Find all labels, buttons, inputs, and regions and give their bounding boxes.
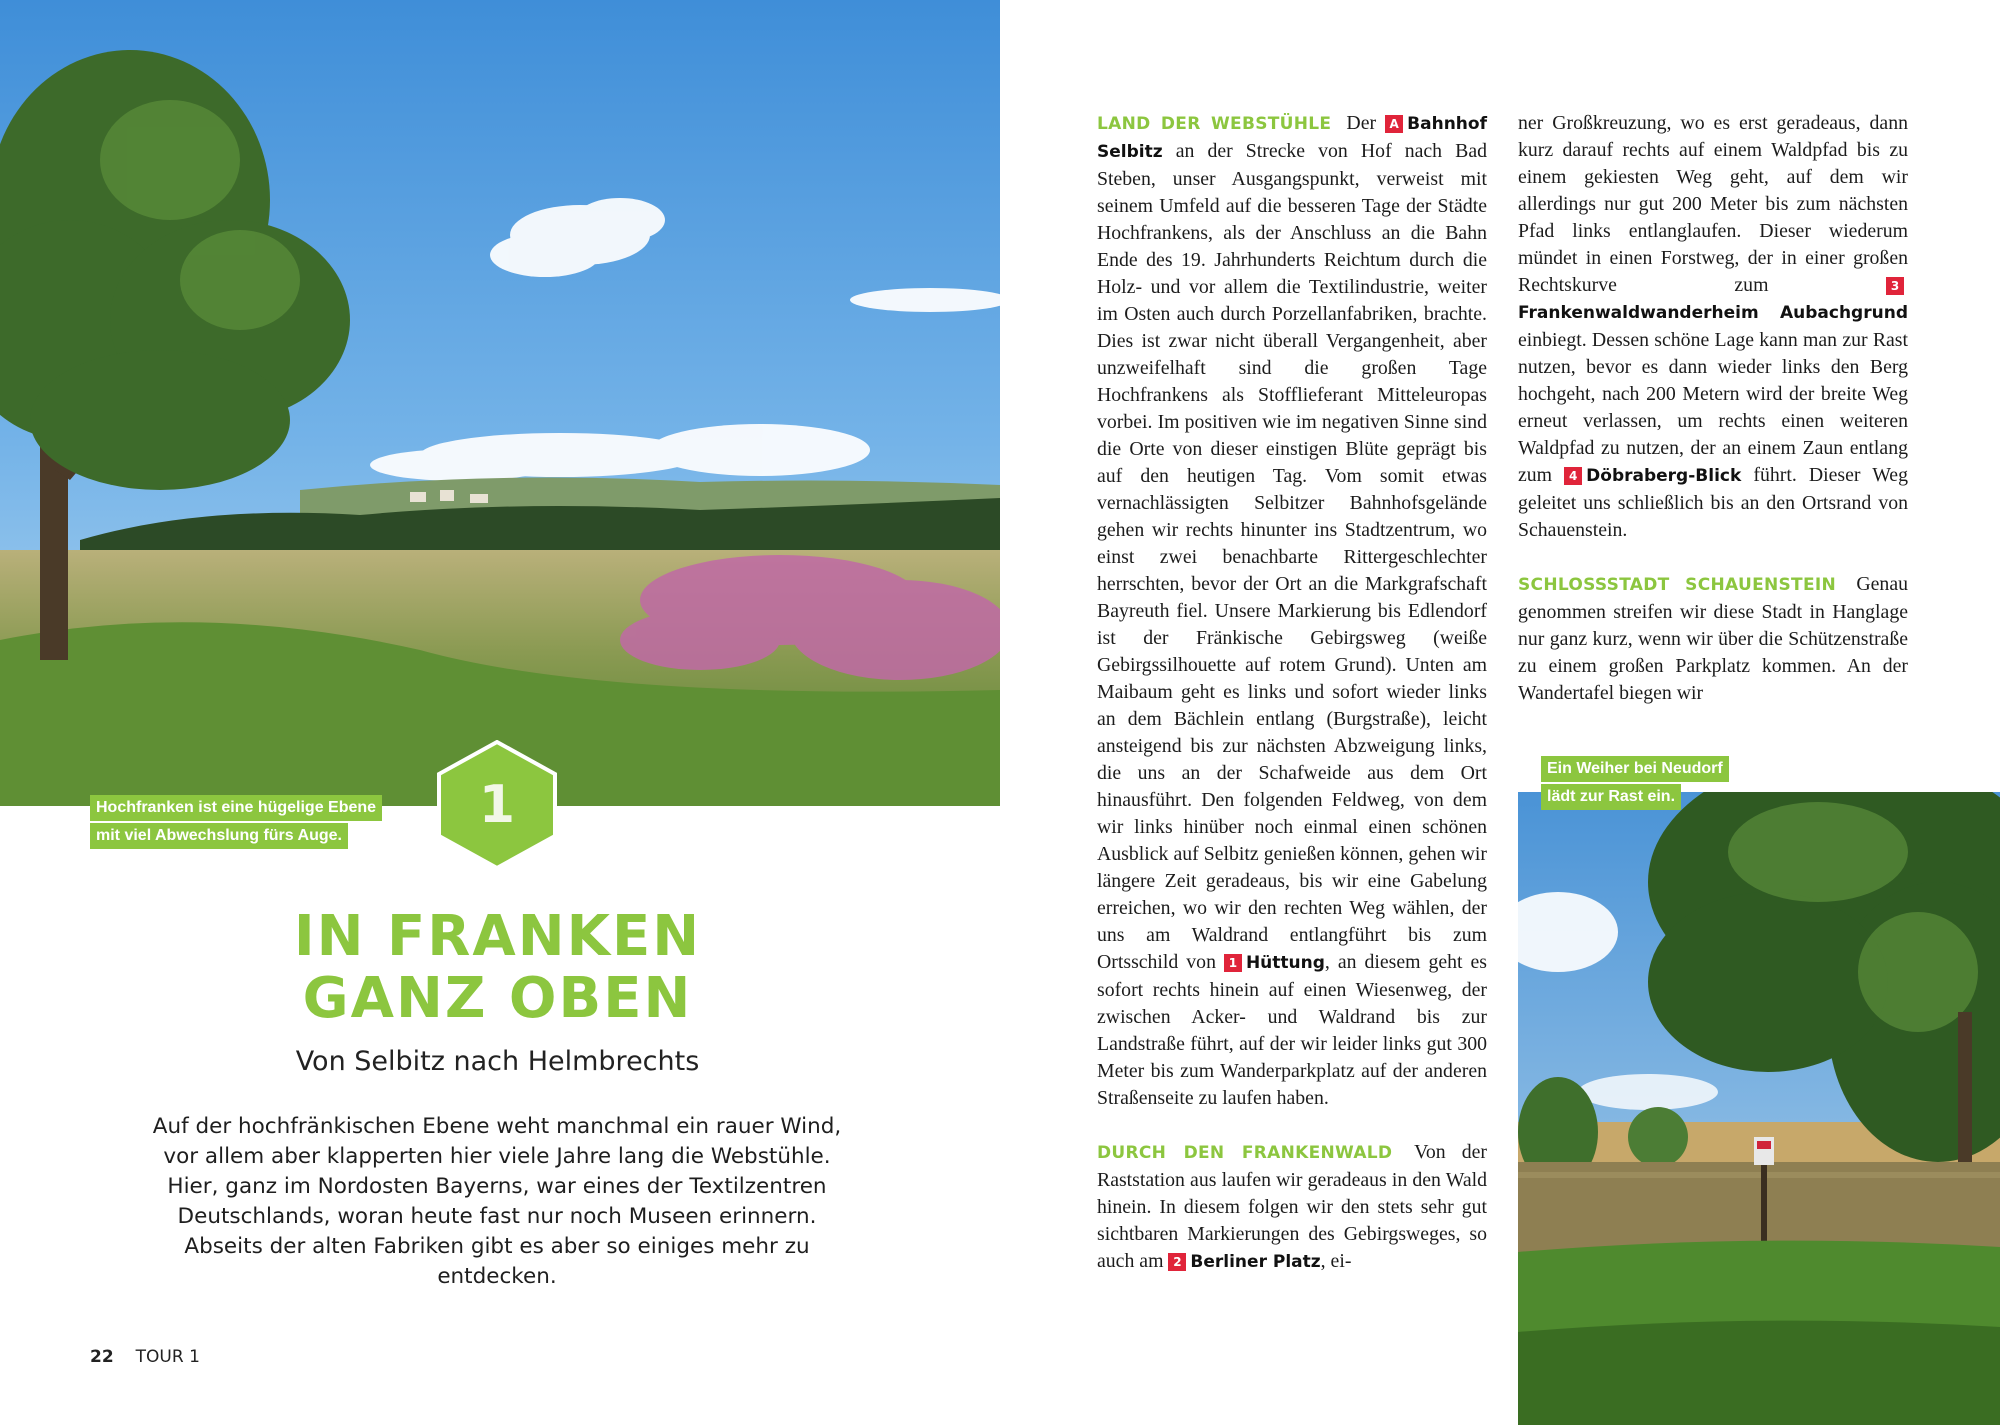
tour-title xyxy=(150,906,845,1030)
body-text: führt. Dieser Weg geleitet uns schließlich bis an den Ortsrand von Schauenstein. xyxy=(1518,464,1908,541)
tour-title-line-2: GANZ OBEN xyxy=(302,966,693,1031)
poi-doebraberg-blick: Döbraberg-Blick xyxy=(1586,466,1742,486)
tour-title-line-1: IN FRANKEN xyxy=(293,904,702,969)
body-text: , an diesem geht es sofort rechts hinein auf einen Wiesenweg, der zwischen Acker- und Waldrand bis zur Landstraße führt, auf der wir leider links gut 300 Meter bis zum Wanderparkplatz auf der anderen Straßenseite zu laufen haben. xyxy=(1097,951,1487,1109)
poi-bahnhof-selbitz: Bahnhof Selbitz xyxy=(1097,114,1487,162)
section-heading: SCHLOSSSTADT SCHAUENSTEIN xyxy=(1518,575,1837,595)
poi-marker-1: 1 xyxy=(1224,954,1242,972)
page-footer xyxy=(90,1347,200,1367)
pond-photo-caption xyxy=(1541,756,1729,812)
page-number: 22 xyxy=(90,1347,114,1367)
body-text: Genau genommen streifen wir diese Stadt in Hanglage nur ganz kurz, wenn wir über die Schützenstraße zu einem großen Parkplatz kommen. An der Wandertafel biegen wir xyxy=(1518,573,1908,704)
landscape-photo xyxy=(0,0,1000,806)
pond-caption-line-1: Ein Weiher bei Neudorf xyxy=(1541,756,1729,782)
poi-frankenwaldwanderheim: Frankenwaldwanderheim Aubachgrund xyxy=(1518,303,1908,323)
paragraph-continuation xyxy=(1518,110,1908,544)
body-text: ner Großkreuzung, wo es erst geradeaus, dann kurz darauf rechts auf einem Waldpfad bis zu einem gekiesten Weg geht, auf dem wir allerdings nur gut 200 Meter bis zum nächsten Pfad links entlanglaufen. Dieser wiederum mündet in einen Forstweg, der in einer großen Rechtskurve zum xyxy=(1518,112,1908,296)
text-column-2 xyxy=(1518,110,1908,707)
pond-photo xyxy=(1518,792,2000,1425)
section-heading: DURCH DEN FRANKENWALD xyxy=(1097,1143,1393,1163)
photo-caption-line-1: Hochfranken ist eine hügelige Ebene xyxy=(90,795,382,821)
photo-caption-line-2: mit viel Abwechslung fürs Auge. xyxy=(90,823,348,849)
tour-number: 1 xyxy=(478,775,516,835)
pond-photo-illustration xyxy=(1518,792,2000,1425)
body-text: einbiegt. Dessen schöne Lage kann man zur Rast nutzen, bevor es dann wieder links den Berg hochgeht, nach 200 Metern wird der breite Weg erneut verlassen, um rechts einen weiteren Waldpfad zu nutzen, der an einem Zaun entlang zum xyxy=(1518,329,1908,486)
body-text: , ei- xyxy=(1320,1250,1352,1272)
poi-huettung: Hüttung xyxy=(1245,953,1325,973)
paragraph-schlossstadt-schauenstein xyxy=(1518,571,1908,707)
section-heading: LAND DER WEBSTÜHLE xyxy=(1097,114,1332,134)
poi-marker-a: A xyxy=(1385,115,1403,133)
body-text: Von der Raststation aus laufen wir geradeaus in den Wald hinein. In diesem folgen wir den stets sehr gut sichtbaren Markierungen des Gebirgsweges, so auch am xyxy=(1097,1141,1487,1272)
tour-subtitle: Von Selbitz nach Helmbrechts xyxy=(295,1046,700,1077)
running-head: TOUR 1 xyxy=(135,1347,200,1367)
paragraph-durch-den-frankenwald xyxy=(1097,1139,1487,1276)
landscape-photo-illustration xyxy=(0,0,1000,806)
poi-marker-3: 3 xyxy=(1886,277,1904,295)
poi-marker-2: 2 xyxy=(1168,1253,1186,1271)
tour-number-badge xyxy=(435,740,559,870)
pond-caption-line-2: lädt zur Rast ein. xyxy=(1541,784,1681,810)
poi-berliner-platz: Berliner Platz xyxy=(1190,1252,1321,1272)
poi-marker-4: 4 xyxy=(1564,467,1582,485)
body-text: Der xyxy=(1346,112,1377,134)
paragraph-land-der-webstuehle xyxy=(1097,110,1487,1112)
body-text: an der Strecke von Hof nach Bad Steben, unser Ausgangspunkt, verweist mit seinem Umfeld auf die besseren Tage der Städte Hochfrankens, als der Anschluss an die Bahn Ende des 19. Jahrhunderts Reichtum durch die Holz- und vor allem die Textilindustrie, weiter im Osten auch durch Porzellanfabriken, brachte. Dies ist zwar nicht überall Vergangenheit, aber unzweifelhaft sind die großen Tage Hochfrankens als Stofflieferant Mitteleuropas vorbei. Im positiven wie im negativen Sinne sind die Orte von dieser einstigen Blüte geprägt bis auf den heutigen Tag. Vom somit etwas vernachlässigten Selbitzer Bahnhofsgelände gehen wir rechts hinunter ins Stadtzentrum, wo einst zwei benachbarte Rittergeschlechter herrschten, bevor der Ort an die Markgrafschaft Bayreuth fiel. Unsere Markierung bis Edlendorf ist der Fränkische Gebirgsweg (weiße Gebirgssilhouette auf rotem Grund). Unten am Maibaum geht es links und sofort wieder links an dem Bächlein entlang (Burgstraße), leicht ansteigend bis zur nächsten Abzweigung links, die uns an der Schafweide aus dem Ort hinausführt. Den folgenden Feldweg, von dem wir links hinüber noch einmal einen schönen Ausblick auf Selbitz genießen können, gehen wir längere Zeit geradeaus, bis wir eine Gabelung erreichen, wo wir den rechten Weg wählen, der uns am Waldrand entlangführt bis zum Ortsschild von xyxy=(1097,140,1487,973)
text-column-1 xyxy=(1097,110,1487,1276)
tour-intro: Auf der hochfränkischen Ebene weht manchmal ein rauer Wind, vor allem aber klapperten hier viele Jahre lang die Webstühle. Hier, ganz im Nordosten Bayerns, war eines der Textilzentren Deutschlands, woran heute fast nur noch Museen erinnern. Abseits der alten Fabriken gibt es aber so einiges mehr zu entdecken. xyxy=(152,1114,842,1289)
photo-caption xyxy=(90,795,382,851)
